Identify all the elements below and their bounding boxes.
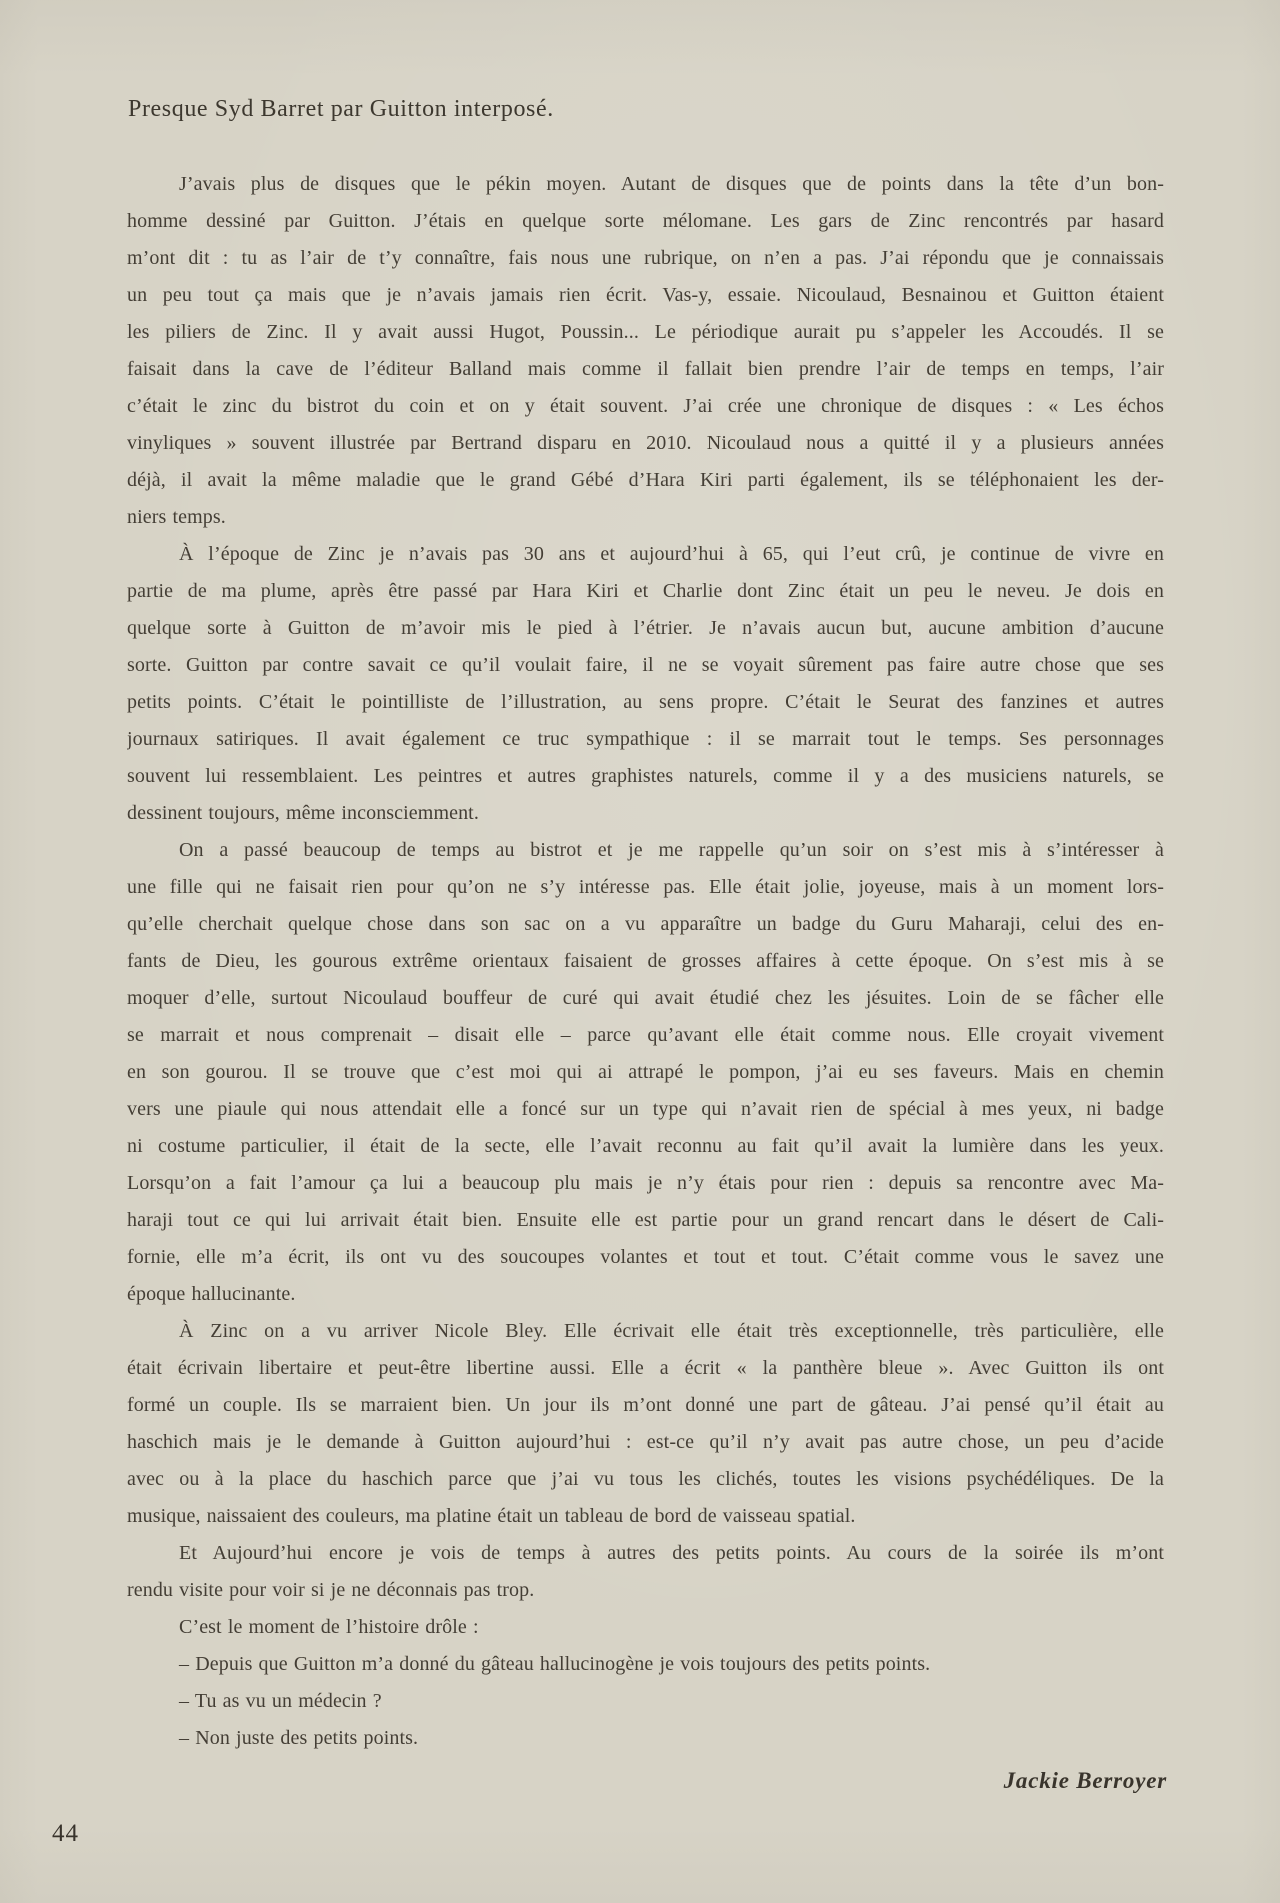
text-line: une fille qui ne faisait rien pour qu’on ne s’y intéresse pas. Elle était jolie, joyeuse, mais à un moment lors-	[127, 876, 1164, 898]
text-line: vers une piaule qui nous attendait elle a foncé sur un type qui n’avait rien de spécial à mes yeux, ni badge	[127, 1098, 1164, 1120]
text-line: – Non juste des petits points.	[179, 1727, 419, 1749]
text-line: déjà, il avait la même maladie que le grand Gébé d’Hara Kiri parti également, ils se téléphonaient les der-	[127, 469, 1164, 491]
text-line: dessinent toujours, même inconsciemment.	[127, 802, 479, 824]
text-line: se marrait et nous comprenait – disait elle – parce qu’avant elle était comme nous. Elle croyait vivement	[127, 1024, 1164, 1046]
text-line: partie de ma plume, après être passé par Hara Kiri et Charlie dont Zinc était un peu le neveu. Je dois en	[127, 580, 1164, 602]
text-line: J’avais plus de disques que le pékin moyen. Autant de disques que de points dans la tête d’un bon-	[179, 173, 1164, 195]
text-line: journaux satiriques. Il avait également ce truc sympathique : il se marrait tout le temps. Ses personnages	[127, 728, 1164, 750]
text-line: m’ont dit : tu as l’air de t’y connaître, fais nous une rubrique, on n’en a pas. J’ai répondu que je connaissais	[127, 247, 1164, 269]
text-line: souvent lui ressemblaient. Les peintres et autres graphistes naturels, comme il y a des musiciens naturels, se	[127, 765, 1164, 787]
text-line: sorte. Guitton par contre savait ce qu’il voulait faire, il ne se voyait sûrement pas faire autre chose que ses	[127, 654, 1164, 676]
text-line: avec ou à la place du haschich parce que j’ai vu tous les clichés, toutes les visions psychédéliques. De la	[127, 1468, 1164, 1490]
text-line: haraji tout ce qui lui arrivait était bien. Ensuite elle est partie pour un grand rencart dans le désert de Cali-	[127, 1209, 1164, 1231]
text-line: était écrivain libertaire et peut-être libertine aussi. Elle a écrit « la panthère bleue ». Avec Guitton ils ont	[127, 1357, 1164, 1379]
text-line: fornie, elle m’a écrit, ils ont vu des soucoupes volantes et tout et tout. C’était comme vous le savez une	[127, 1246, 1164, 1268]
text-line: qu’elle cherchait quelque chose dans son sac on a vu apparaître un badge du Guru Maharaji, celui des en-	[127, 913, 1164, 935]
text-line: musique, naissaient des couleurs, ma platine était un tableau de bord de vaisseau spatial.	[127, 1505, 856, 1527]
text-line: fants de Dieu, les gourous extrême orientaux faisaient de grosses affaires à cette époque. On s’est mis à se	[127, 950, 1164, 972]
text-line: un peu tout ça mais que je n’avais jamais rien écrit. Vas-y, essaie. Nicoulaud, Besnainou et Guitton étaient	[127, 284, 1164, 306]
text-line: Et Aujourd’hui encore je vois de temps à autres des petits points. Au cours de la soirée ils m’ont	[179, 1542, 1164, 1564]
text-line: niers temps.	[127, 506, 226, 528]
article-title: Presque Syd Barret par Guitton interposé.	[128, 96, 554, 122]
page-number: 44	[52, 1820, 79, 1847]
author-signature: Jackie Berroyer	[1003, 1768, 1167, 1793]
text-line: quelque sorte à Guitton de m’avoir mis le pied à l’étrier. Je n’avais aucun but, aucune ambition d’aucune	[127, 617, 1164, 639]
text-line: formé un couple. Ils se marraient bien. Un jour ils m’ont donné une part de gâteau. J’ai pensé qu’il était au	[127, 1394, 1164, 1416]
text-line: homme dessiné par Guitton. J’étais en quelque sorte mélomane. Les gars de Zinc rencontrés par hasard	[127, 210, 1164, 232]
text-line: petits points. C’était le pointilliste de l’illustration, au sens propre. C’était le Seurat des fanzines et autres	[127, 691, 1164, 713]
text-line: ni costume particulier, il était de la secte, elle l’avait reconnu au fait qu’il avait la lumière dans les yeux.	[127, 1135, 1164, 1157]
text-line: – Depuis que Guitton m’a donné du gâteau hallucinogène je vois toujours des petits points.	[179, 1653, 931, 1675]
text-line: rendu visite pour voir si je ne déconnais pas trop.	[127, 1579, 535, 1601]
text-line: Lorsqu’on a fait l’amour ça lui a beaucoup plu mais je n’y étais pour rien : depuis sa rencontre avec Ma-	[127, 1172, 1164, 1194]
text-line: faisait dans la cave de l’éditeur Balland mais comme il fallait bien prendre l’air de temps en temps, l’air	[127, 358, 1164, 380]
text-line: vinyliques » souvent illustrée par Bertrand disparu en 2010. Nicoulaud nous a quitté il y a plusieurs années	[127, 432, 1164, 454]
text-line: C’est le moment de l’histoire drôle :	[179, 1616, 479, 1638]
text-line: On a passé beaucoup de temps au bistrot et je me rappelle qu’un soir on s’est mis à s’intéresser à	[179, 839, 1164, 861]
text-line: les piliers de Zinc. Il y avait aussi Hugot, Poussin... Le périodique aurait pu s’appeler les Accoudés. Il se	[127, 321, 1164, 343]
text-line: c’était le zinc du bistrot du coin et on y était souvent. J’ai crée une chronique de disques : « Les échos	[127, 395, 1164, 417]
text-line: – Tu as vu un médecin ?	[179, 1690, 382, 1712]
text-line: À Zinc on a vu arriver Nicole Bley. Elle écrivait elle était très exceptionnelle, très particulière, elle	[179, 1320, 1164, 1342]
text-line: À l’époque de Zinc je n’avais pas 30 ans et aujourd’hui à 65, qui l’eut crû, je continue de vivre en	[179, 543, 1164, 565]
text-line: époque hallucinante.	[127, 1283, 296, 1305]
article-body	[127, 166, 1164, 1757]
text-line: en son gourou. Il se trouve que c’est moi qui ai attrapé le pompon, j’ai eu ses faveurs. Mais en chemin	[127, 1061, 1164, 1083]
text-line: moquer d’elle, surtout Nicoulaud bouffeur de curé qui avait étudié chez les jésuites. Loin de se fâcher elle	[127, 987, 1164, 1009]
text-line: haschich mais je le demande à Guitton aujourd’hui : est-ce qu’il n’y avait pas autre chose, un peu d’acide	[127, 1431, 1164, 1453]
